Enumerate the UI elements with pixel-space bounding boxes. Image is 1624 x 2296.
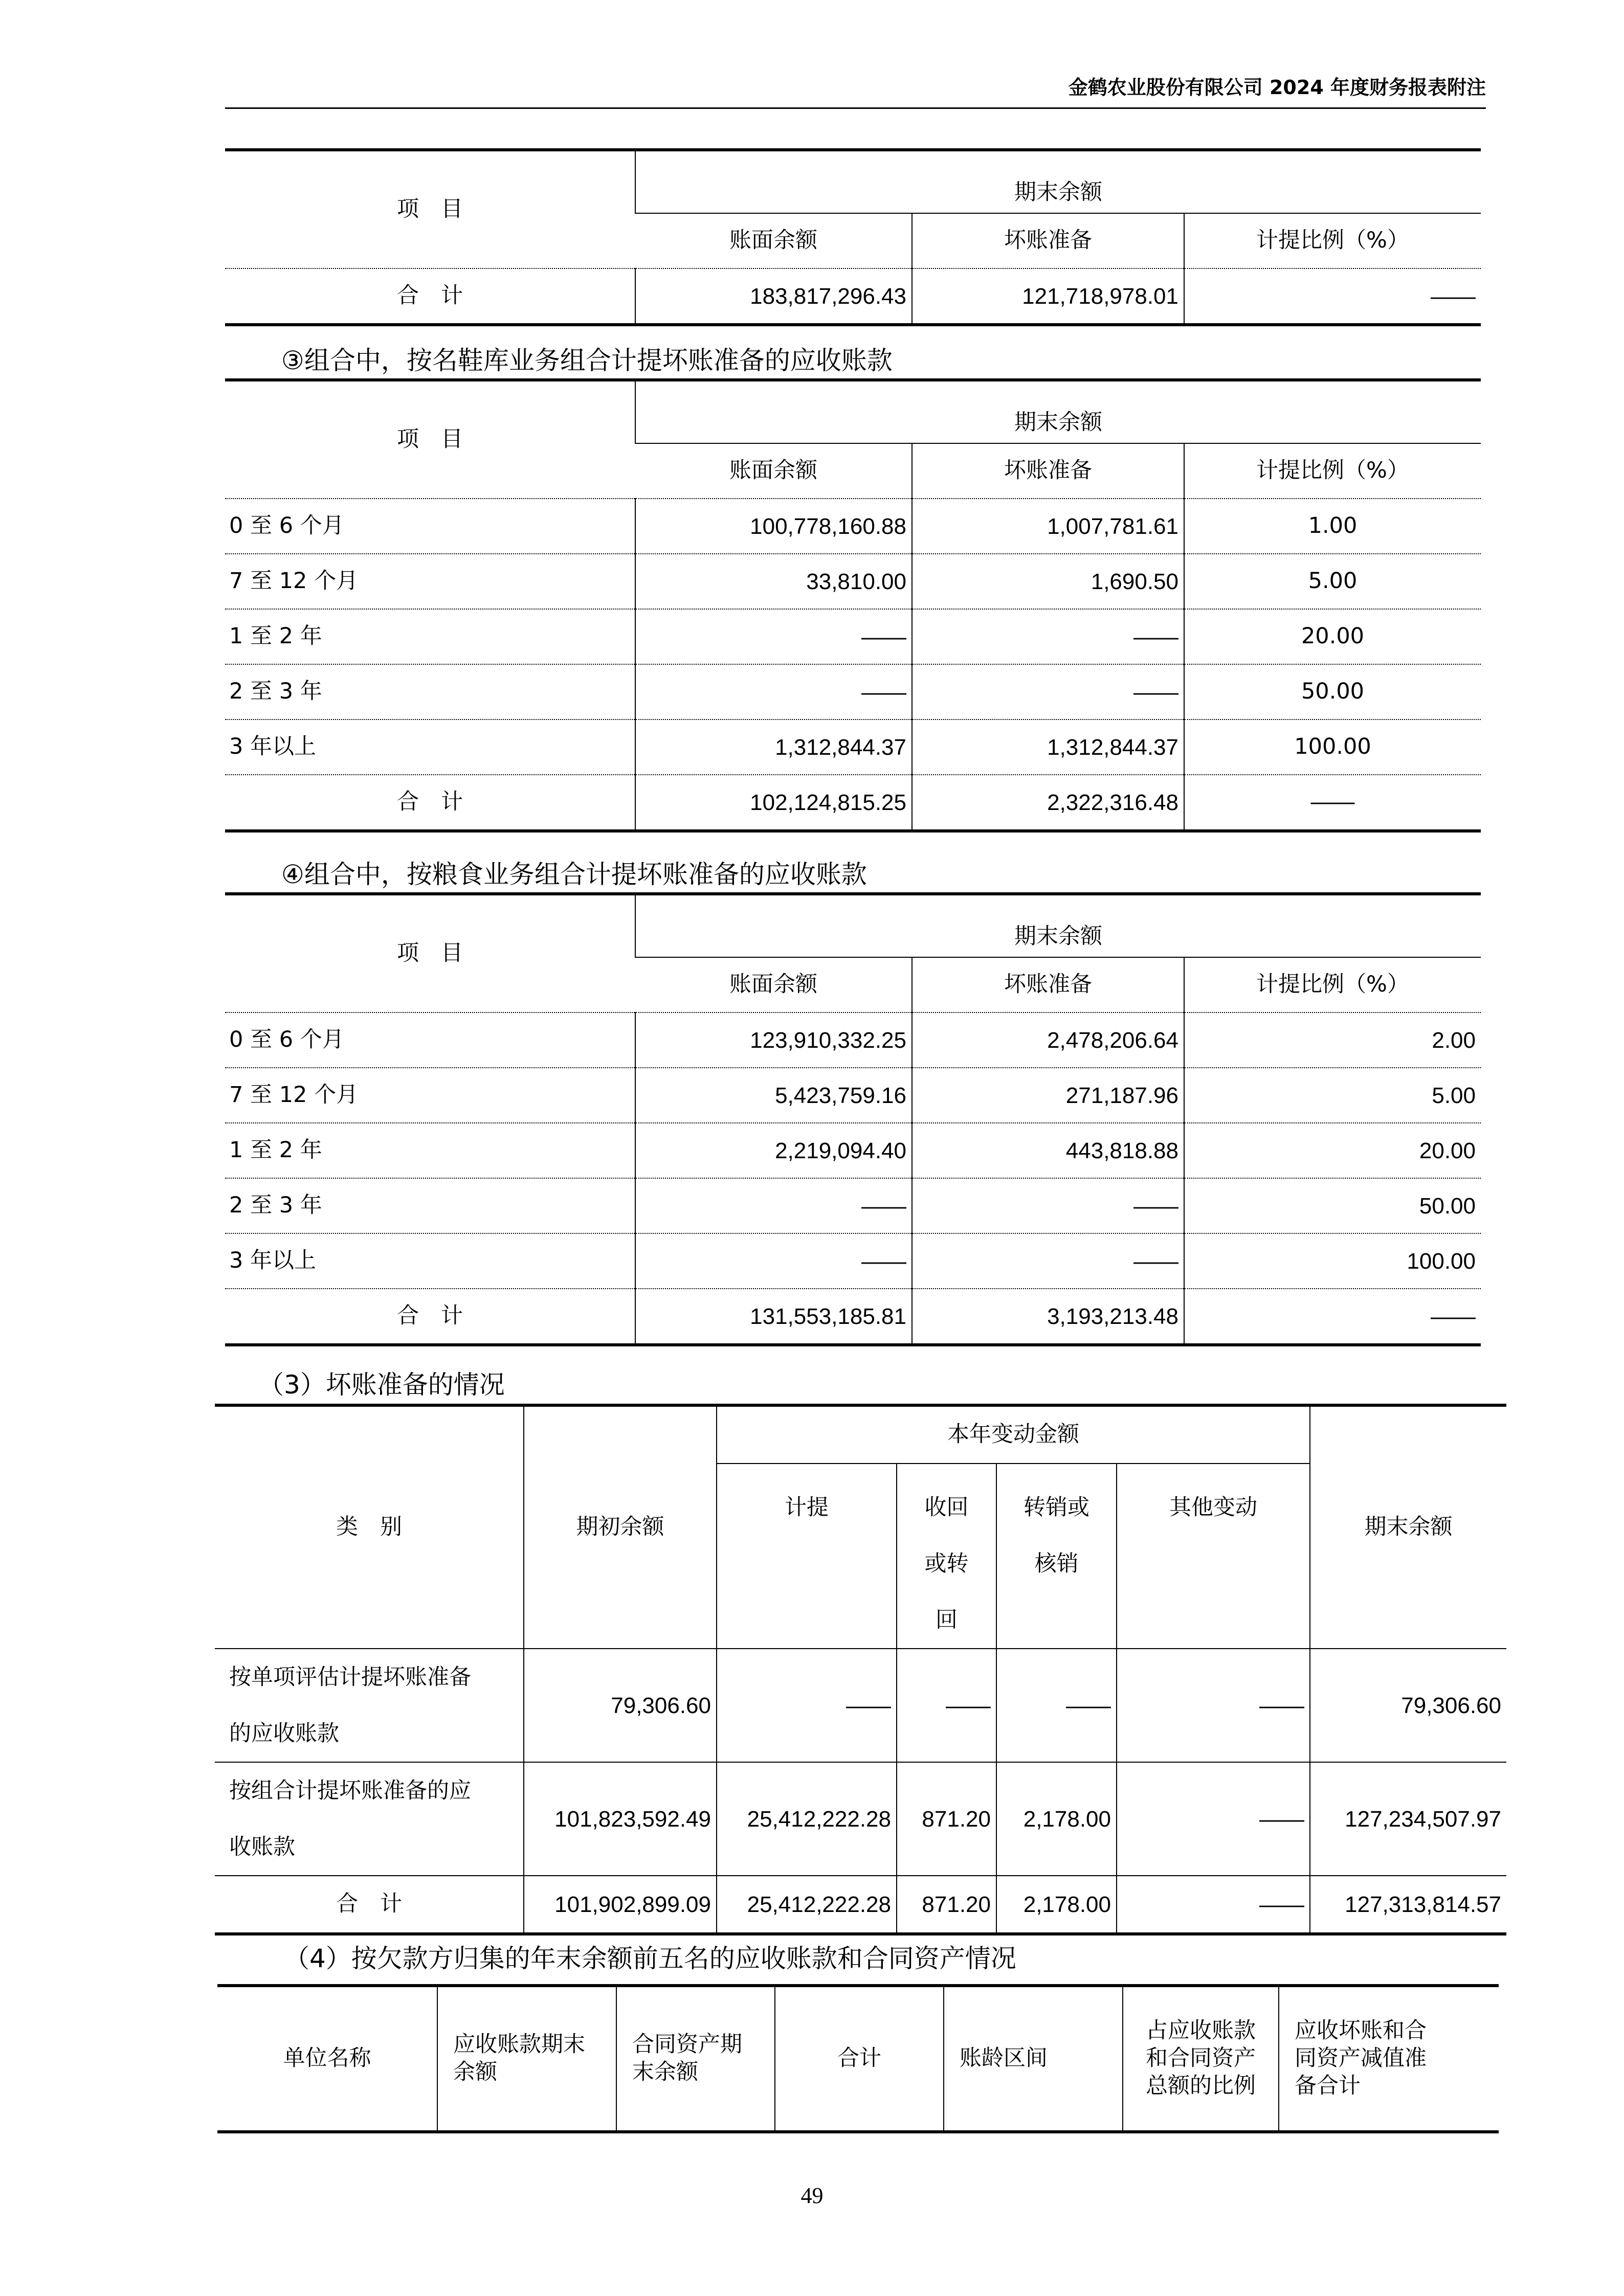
total-row: 合 计 131,553,185.81 3,193,213.48 —— bbox=[225, 1289, 1481, 1345]
header-provision: 坏账准备 bbox=[912, 957, 1184, 1012]
shoe-warehouse-aging-table bbox=[225, 378, 1481, 832]
total-row: 合 计 101,902,899.09 25,412,222.28 871.20 2,178.00 —— 127,313,814.57 bbox=[215, 1876, 1506, 1934]
total-row: 合 计 102,124,815.25 2,322,316.48 —— bbox=[225, 775, 1481, 831]
header-item: 项 目 bbox=[225, 150, 635, 268]
total-provision: 121,718,978.01 bbox=[912, 268, 1184, 325]
header-aging: 账龄区间 bbox=[944, 1986, 1123, 2132]
header-item: 项 目 bbox=[225, 380, 635, 499]
header-provision: 坏账准备 bbox=[912, 443, 1184, 499]
header-book: 账面余额 bbox=[635, 957, 912, 1012]
grain-aging-table bbox=[225, 892, 1481, 1346]
provision-section-title: （3）坏账准备的情况 bbox=[258, 1370, 505, 1400]
top5-receivables-table bbox=[217, 1984, 1499, 2133]
header-item: 项 目 bbox=[225, 894, 635, 1012]
header-unit: 单位名称 bbox=[283, 2045, 371, 2072]
table-row: 7 至 12 个月 33,810.00 1,690.50 5.00 bbox=[225, 554, 1481, 609]
header-other: 其他变动 bbox=[1117, 1464, 1310, 1649]
header-period-end: 期末余额 bbox=[635, 150, 1481, 213]
header-percentage: 占应收账款 和合同资产 总额的比例 bbox=[1123, 1986, 1279, 2132]
header-period-end: 期末余额 bbox=[635, 894, 1481, 957]
header-book: 账面余额 bbox=[635, 213, 912, 268]
header-change: 本年变动金额 bbox=[717, 1405, 1310, 1464]
table-row: 2 至 3 年 —— —— 50.00 bbox=[225, 1178, 1481, 1233]
top5-section-title: （4）按欠款方归集的年末余额前五名的应收账款和合同资产情况 bbox=[284, 1944, 1016, 1973]
header-opening: 期初余额 bbox=[524, 1405, 717, 1649]
table-row: 按组合计提坏账准备的应 收账款 101,823,592.49 25,412,222.28 871.20 2,178.00 —— 127,234,507.97 bbox=[215, 1762, 1506, 1876]
header-period-end: 期末余额 bbox=[635, 380, 1481, 443]
header-rule bbox=[225, 107, 1486, 109]
total-label: 合 计 bbox=[397, 283, 463, 309]
header-provision-total: 应收坏账和合 同资产减值准 备合计 bbox=[1279, 1986, 1499, 2132]
header-ratio: 计提比例（%） bbox=[1184, 213, 1481, 268]
header-ratio: 计提比例（%） bbox=[1184, 957, 1481, 1012]
header-recovery: 收回 或转 回 bbox=[897, 1464, 996, 1649]
header-closing: 期末余额 bbox=[1310, 1405, 1506, 1649]
header-sum: 合计 bbox=[775, 1986, 944, 2132]
provision-movement-table bbox=[215, 1404, 1506, 1935]
header-provision: 坏账准备 bbox=[912, 213, 1184, 268]
header-ratio: 计提比例（%） bbox=[1184, 443, 1481, 499]
table-row: 3 年以上 1,312,844.37 1,312,844.37 100.00 bbox=[225, 719, 1481, 775]
table-row: 3 年以上 —— —— 100.00 bbox=[225, 1233, 1481, 1289]
table-row: 0 至 6 个月 100,778,160.88 1,007,781.61 1.00 bbox=[225, 499, 1481, 554]
header-accrual: 计提 bbox=[717, 1464, 897, 1649]
total-book: 183,817,296.43 bbox=[635, 268, 912, 325]
table-row: 2 至 3 年 —— —— 50.00 bbox=[225, 664, 1481, 719]
header-category: 类 别 bbox=[215, 1405, 524, 1649]
section-3-title: ③组合中，按名鞋库业务组合计提坏账准备的应收账款 bbox=[281, 346, 893, 375]
section-4-title: ④组合中，按粮食业务组合计提坏账准备的应收账款 bbox=[281, 860, 867, 889]
table-row: 0 至 6 个月 123,910,332.25 2,478,206.64 2.00 bbox=[225, 1012, 1481, 1068]
table-row: 1 至 2 年 2,219,094.40 443,818.88 20.00 bbox=[225, 1123, 1481, 1178]
total-ratio: —— bbox=[1184, 268, 1481, 325]
table-row: 1 至 2 年 —— —— 20.00 bbox=[225, 609, 1481, 664]
document-header: 金鹤农业股份有限公司 2024 年度财务报表附注 bbox=[1068, 76, 1486, 99]
table-row: 按单项评估计提坏账准备 的应收账款 79,306.60 —— —— —— —— 79,306.60 bbox=[215, 1649, 1506, 1762]
header-ar: 应收账款期末 余额 bbox=[437, 1986, 616, 2132]
header-writeoff: 转销或 核销 bbox=[996, 1464, 1117, 1649]
header-contract-assets: 合同资产期 末余额 bbox=[616, 1986, 775, 2132]
table-row: 7 至 12 个月 5,423,759.16 271,187.96 5.00 bbox=[225, 1068, 1481, 1123]
continued-table bbox=[225, 148, 1481, 326]
header-book: 账面余额 bbox=[635, 443, 912, 499]
page-number: 49 bbox=[800, 2183, 824, 2208]
